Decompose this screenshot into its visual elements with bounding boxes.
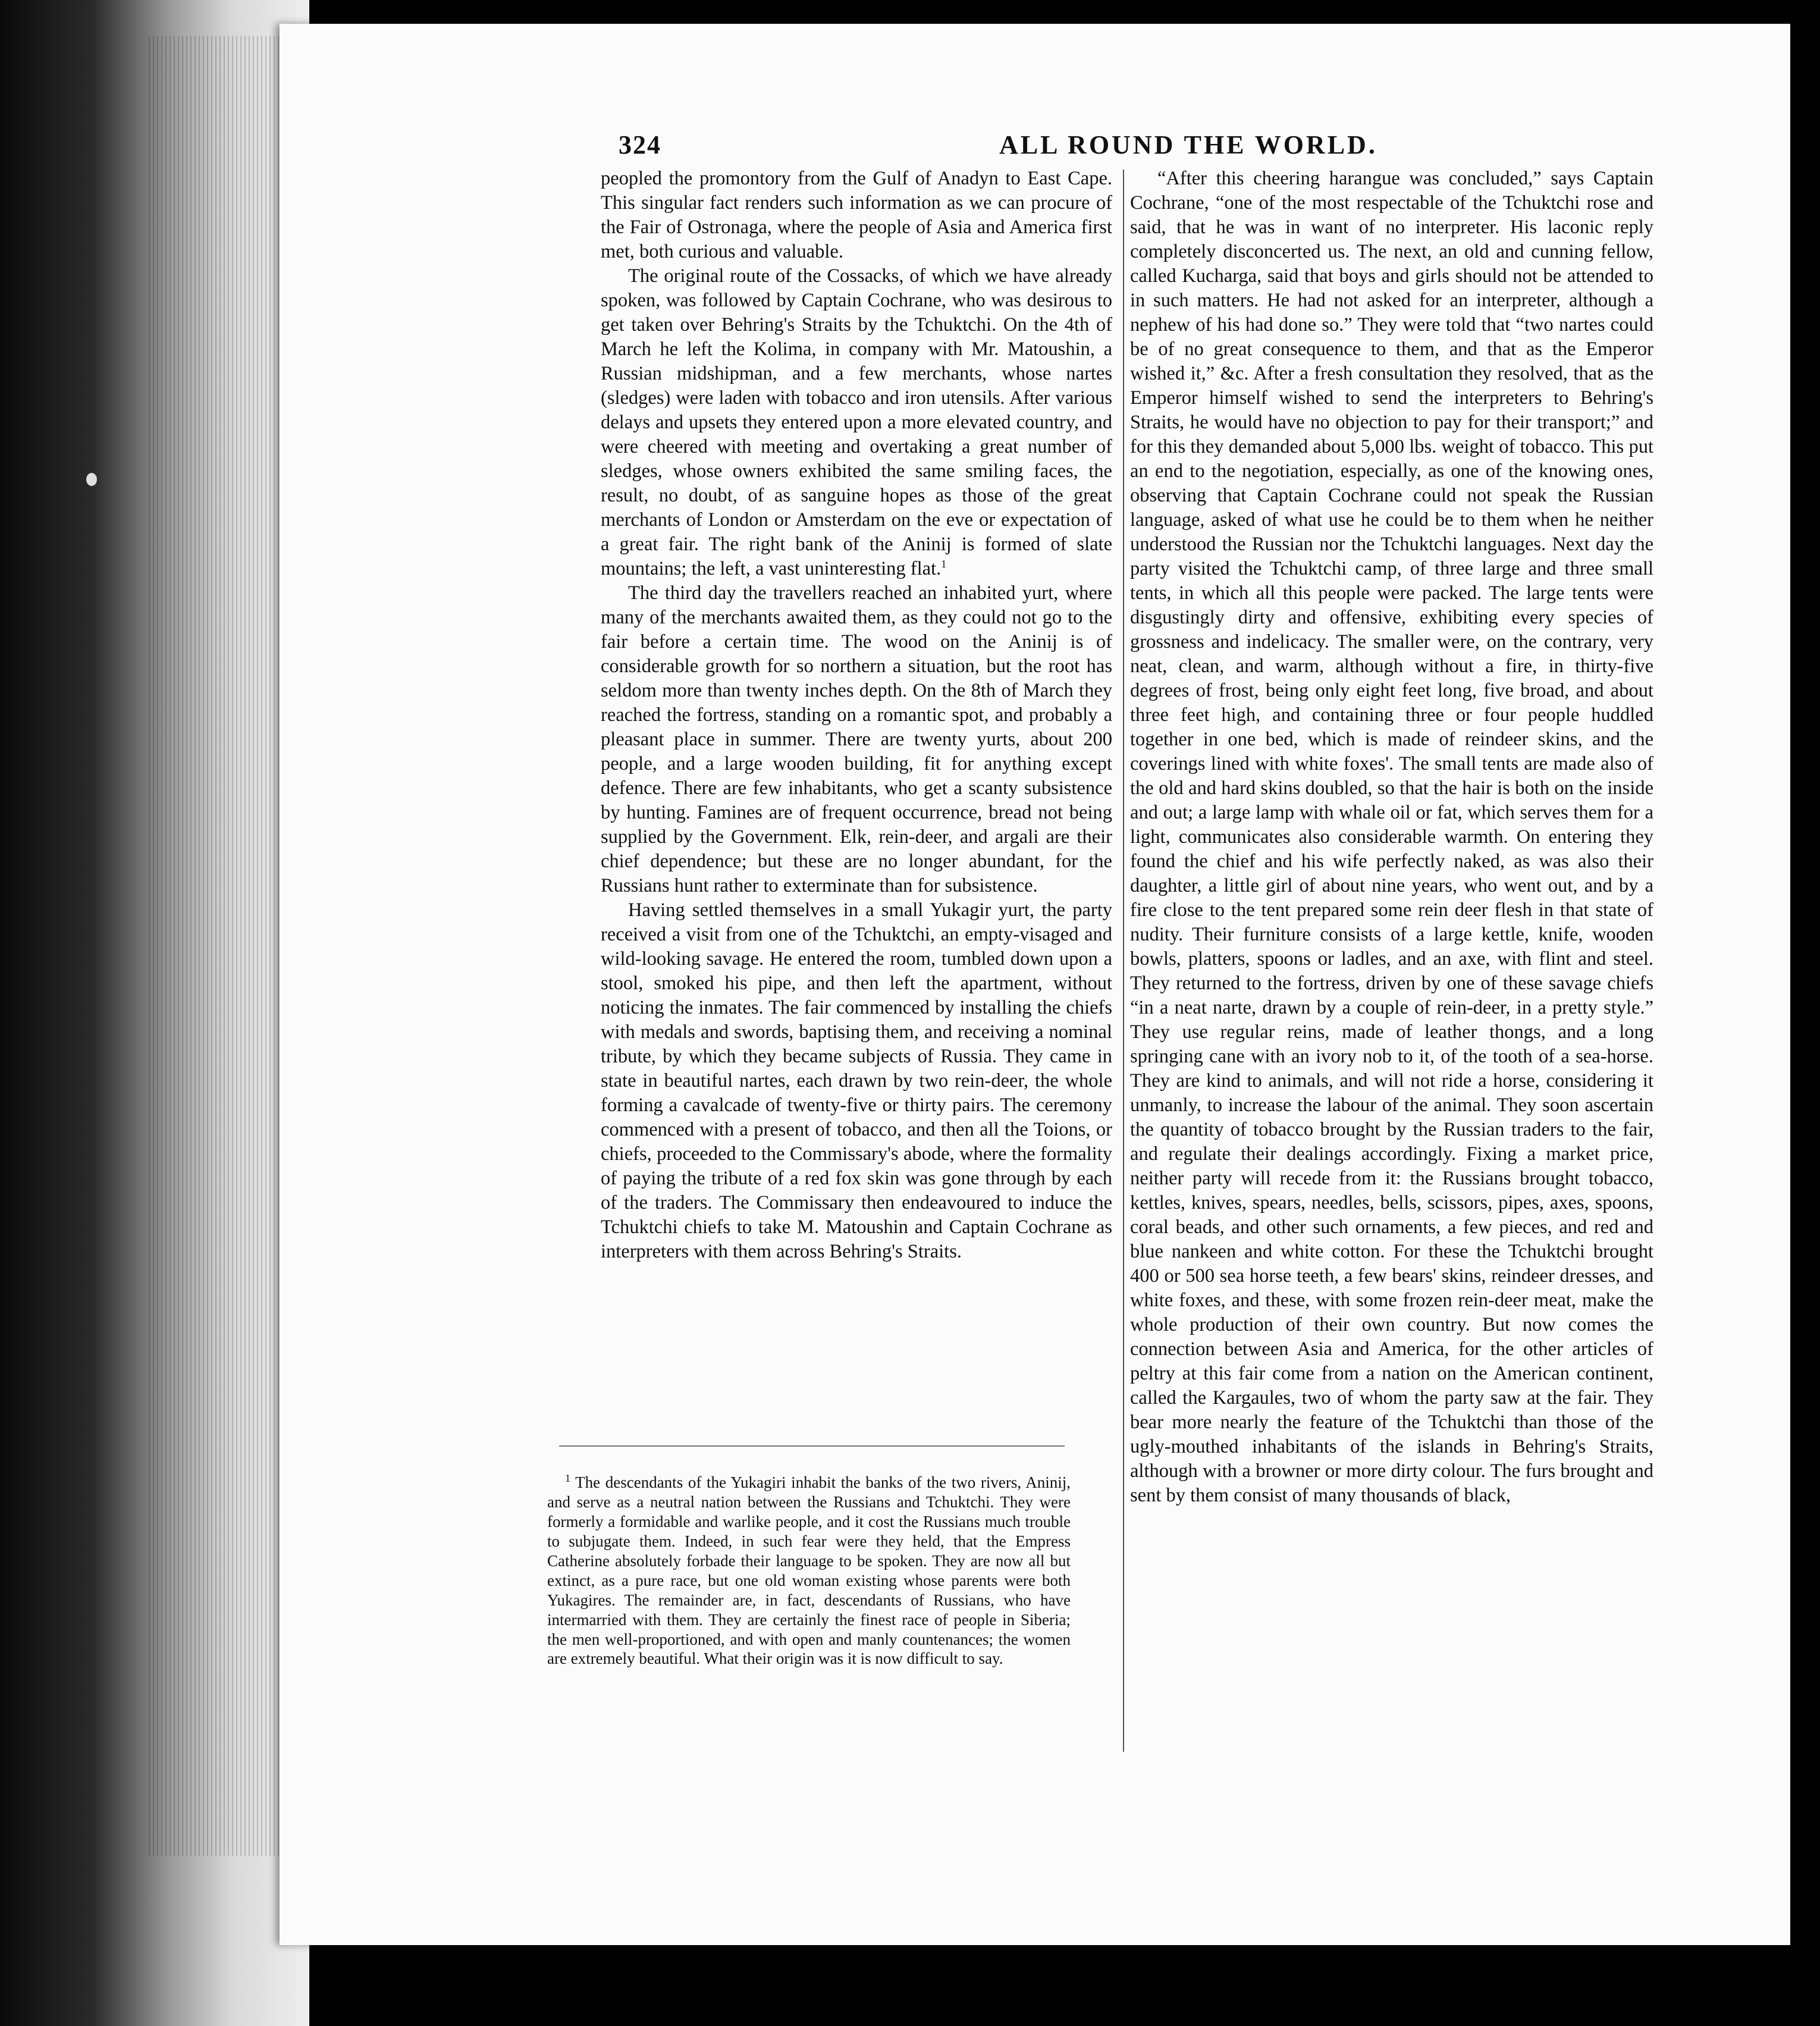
paragraph: peopled the promontory from the Gulf of Anadyn to East Cape. This singular fact renders such information as we can procure of the Fair of Ostronaga, where the people of Asia and America first met, both curious and valuable. xyxy=(601,168,1112,262)
right-column xyxy=(1130,167,1653,1508)
paragraph xyxy=(601,264,1112,581)
paragraph: Having settled themselves in a small Yukagir yurt, the party received a visit from one of the Tchuktchi, an empty-visaged and wild-looking savage. He entered the room, tumbled down upon a stool, smoked his pipe, and then left the apartment, without noticing the inmates. The fair commenced by installing the chiefs with medals and swords, baptising them, and receiving a nominal tribute, by which they became subjects of Russia. They came in state in beautiful nartes, each drawn by two rein-deer, the whole forming a cavalcade of twenty-five or thirty pairs. The ceremony commenced with a present of tobacco, and then all the Toions, or chiefs, proceeded to the Commissary's abode, where the formality of paying the tribute of a red fox skin was gone through by each of the traders. The Commissary then endeavoured to induce the Tchuktchi chiefs to take M. Matoushin and Captain Cochrane as interpreters with them across Behring's Straits. xyxy=(601,899,1112,1262)
paragraph: “After this cheering harangue was concluded,” says Captain Cochrane, “one of the most respectable of the Tchuktchi rose and said, that he was in want of no interpreter. His laconic reply completely disconcerted us. The next, an old and cunning fellow, called Kucharga, said that boys and girls should not be attended to in such matters. He had not asked for an interpreter, although a nephew of his had done so.” They were told that “two nartes could be of no great consequence to them, and that as the Emperor wished it,” &c. After a fresh consultation they resolved, that as the Emperor himself wished to send the interpreters to Behring's Straits, he would have no objection to pay for their transport;” and for this they demanded about 5,000 lbs. weight of tobacco. This put an end to the negotiation, especially, as one of the knowing ones, observing that Captain Cochrane could not speak the Russian language, asked of what use he could be to them when he neither understood the Russian nor the Tchuktchi languages. Next day the party visited the Tchuktchi camp, of three large and three small tents, in which all this people were packed. The large tents were disgustingly dirty and offensive, exhibiting every species of grossness and indelicacy. The smaller were, on the contrary, very neat, clean, and warm, although without a fire, in thirty-five degrees of frost, being only eight feet long, five broad, and about three feet high, and containing three or four people huddled together in one bed, which is made of reindeer skins, and the coverings lined with white foxes'. The small tents are made also of the old and hard skins doubled, so that the hair is both on the inside and out; a large lamp with whale oil or fat, which serves them for a light, communicates also considerable warmth. On entering they found the chief and his wife perfectly naked, as was also their daughter, a little girl of about nine years, who went out, and by a fire close to the tent prepared some rein deer flesh in that state of nudity. Their furniture consists of a large kettle, knife, wooden bowls, platters, spoons or ladles, and an axe, with flint and steel. They returned to the fortress, driven by one of these savage chiefs “in a neat narte, drawn by a couple of rein-deer, in a pretty style.” They use regular reins, made of leather thongs, and a long springing cane with an ivory nob to it, of the tooth of a sea-horse. They are kind to animals, and will not ride a horse, considering it unmanly, to increase the labour of the animal. They soon ascertain the quantity of tobacco brought by the Russian traders to the fair, and regulate their dealings accordingly. Fixing a market price, neither party will recede from it: the Russians brought tobacco, kettles, knives, spears, needles, bells, scissors, pipes, axes, spoons, coral beads, and other such ornaments, a few pieces, and red and blue nankeen and white cotton. For these the Tchuktchi brought 400 or 500 sea horse teeth, a few bears' skins, reindeer dresses, and white foxes, and these, with some frozen rein-deer meat, make the whole production of their own country. But now comes the connection between Asia and America, for the other articles of peltry at this fair come from a nation on the American continent, called the Kargaules, two of whom the party saw at the fair. They bear more nearly the feature of the Tchuktchi than those of the ugly-mouthed inhabitants of the islands in Behring's Straits, although with a browner or more dirty colour. The furs brought and sent by them consist of many thousands of black, xyxy=(1130,168,1653,1506)
footnote-body: The descendants of the Yukagiri inhabit the banks of the two rivers, Aninij, and serve as a neutral nation between the Russians and Tchuktchi. They were formerly a formidable and warlike people, and it cost the Russians much trouble to subjugate them. Indeed, in such fear were they held, that the Empress Catherine absolutely forbade their language to be spoken. They are now all but extinct, as a pure race, but one old woman existing whose parents were both Yukagires. The remainder are, in fact, descendants of Russians, who have intermarried with them. They are certainly the finest race of people in Siberia; the men well-proportioned, and with open and manly countenances; the women are extremely beautiful. What their origin was it is now difficult to say. xyxy=(547,1473,1071,1668)
page-title: ALL ROUND THE WORLD. xyxy=(999,130,1377,159)
paragraph-text: The original route of the Cossacks, of which we have already spoken, was followed by Captain Cochrane, who was desirous to get taken over Behring's Straits by the Tchuktchi. On the 4th of March he left the Kolima, in company with Mr. Matoushin, a Russian midshipman, and a few merchants, whose nartes (sledges) were laden with tobacco and iron utensils. After various delays and upsets they entered upon a more elevated country, and were cheered with meeting and overtaking a great number of sledges, whose owners exhibited the same smiling faces, the result, no doubt, of as sanguine hopes as those of the great merchants of London or Amsterdam on the eve or expectation of a great fair. The right bank of the Aninij is formed of slate mountains; the left, a vast uninteresting flat. xyxy=(601,265,1112,579)
footnote-reference: 1 xyxy=(941,558,947,570)
left-column xyxy=(601,167,1112,1264)
scan-speck xyxy=(86,473,97,486)
footnote xyxy=(547,1472,1071,1669)
footnote-rule xyxy=(559,1445,1065,1447)
footnote-number: 1 xyxy=(565,1472,570,1484)
page-number: 324 xyxy=(619,130,661,159)
column-divider xyxy=(1123,170,1124,1752)
running-head xyxy=(619,130,1653,165)
paragraph: The third day the travellers reached an inhabited yurt, where many of the merchants awaited them, as they could not go to the fair before a certain time. The wood on the Aninij is of considerable growth for so northern a situation, but the root has seldom more than twenty inches depth. On the 8th of March they reached the fortress, standing on a romantic spot, and probably a pleasant place in summer. There are twenty yurts, about 200 people, and a large wooden building, fit for anything except defence. There are few inhabitants, who get a scanty subsistence by hunting. Famines are of frequent occurrence, bread not being supplied by the Government. Elk, rein-deer, and argali are their chief dependence; but these are no longer abundant, for the Russians hunt rather to exterminate than for subsistence. xyxy=(601,582,1112,896)
footnote-text xyxy=(547,1472,1071,1669)
